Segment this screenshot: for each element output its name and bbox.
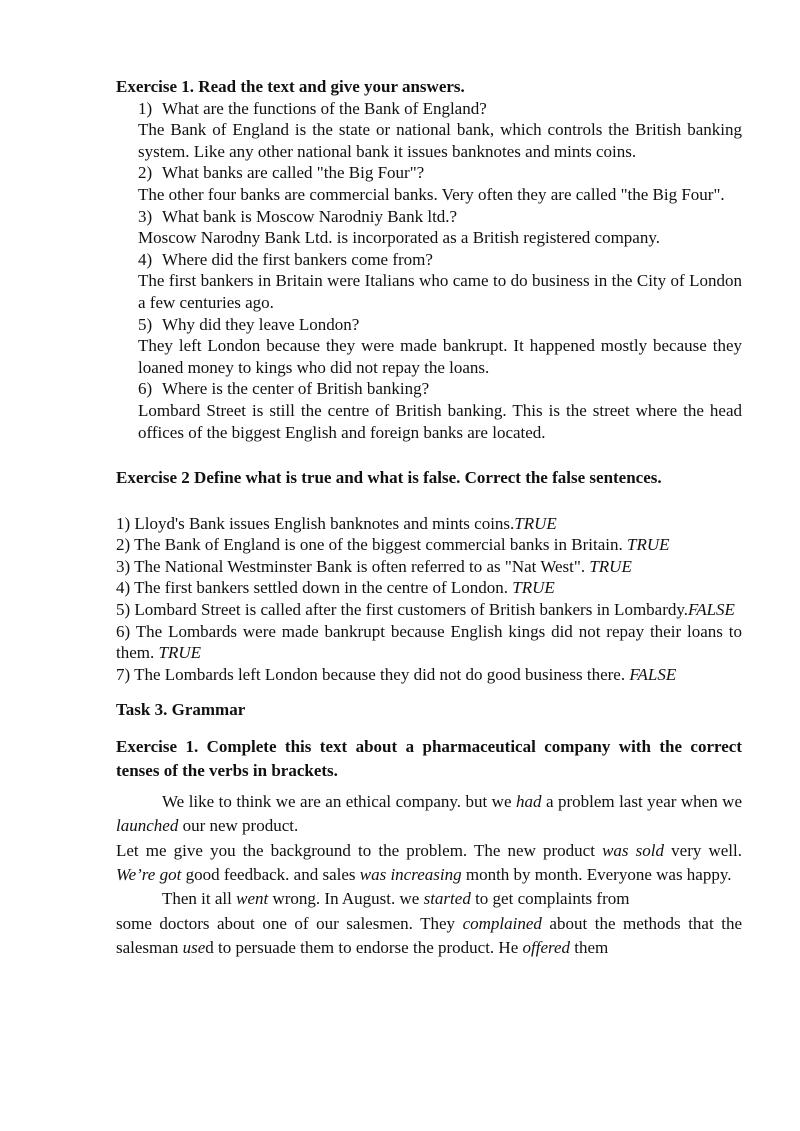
- verdict-label: TRUE: [158, 643, 201, 663]
- question: [138, 98, 742, 120]
- text: about the methods that the salesman: [116, 913, 742, 958]
- question: [138, 162, 742, 184]
- verdict-label: FALSE: [629, 664, 677, 684]
- question: [138, 206, 742, 228]
- statement-text: 5) Lombard Street is called after the first customers of British bankers in Lombardy.: [116, 600, 689, 620]
- verb-answer: We’re got: [116, 865, 182, 885]
- question: [138, 378, 742, 400]
- question: [138, 314, 742, 336]
- verb-answer: launched: [116, 816, 179, 836]
- question-number: 1): [138, 98, 153, 118]
- text: to get complaints from: [470, 889, 630, 909]
- paragraph: [116, 912, 742, 961]
- qa-item: [116, 378, 742, 443]
- question-text: What are the functions of the Bank of England?: [162, 98, 487, 118]
- answer: The Bank of England is the state or national bank, which controls the British banking system. Like any other national bank it issues banknotes and mints coins.: [138, 120, 742, 161]
- exercise-1-list: [116, 98, 742, 444]
- text: month by month. Everyone was happy.: [461, 865, 732, 885]
- verb-answer: went: [236, 889, 269, 909]
- exercise-1: [116, 76, 742, 443]
- statement-text: 7) The Lombards left London because they did not do good business there.: [116, 664, 630, 684]
- verb-answer: offered: [522, 938, 571, 958]
- qa-item: [116, 98, 742, 163]
- answer: Lombard Street is still the centre of British banking. This is the street where the head offices of the biggest English and foreign banks are located.: [138, 400, 742, 442]
- question-text: Why did they leave London?: [162, 314, 360, 334]
- text: our new product.: [178, 816, 299, 836]
- verdict-label: TRUE: [589, 556, 632, 576]
- exercise-3-heading: Exercise 1. Complete this text about a pharmaceutical company with the correct tenses of the verbs in brackets.: [116, 737, 742, 781]
- qa-item: [116, 162, 742, 205]
- question-text: What bank is Moscow Narodniy Bank ltd.?: [162, 206, 458, 226]
- tf-statement: [116, 513, 742, 535]
- text: wrong. In August. we: [268, 889, 424, 909]
- question-text: Where did the first bankers come from?: [162, 249, 433, 269]
- paragraph: [116, 790, 742, 839]
- paragraph: [116, 839, 742, 888]
- tf-statement: [116, 621, 742, 664]
- exercise-1-heading: Exercise 1. Read the text and give your answers.: [116, 77, 465, 96]
- text: Then it all: [162, 889, 237, 909]
- question-number: 3): [138, 206, 153, 226]
- text: good feedback. and sales: [181, 865, 360, 885]
- verb-answer: use: [182, 938, 206, 958]
- question-number: 2): [138, 163, 153, 183]
- verdict-label: TRUE: [627, 535, 670, 555]
- question-number: 6): [138, 379, 153, 399]
- verb-answer: was sold: [602, 840, 665, 860]
- text: d to persuade them to endorse the product. He: [205, 938, 523, 958]
- text: some doctors about one of our salesmen. They: [116, 913, 463, 933]
- statement-text: 6) The Lombards were made bankrupt because English kings did not repay their loans to them.: [116, 621, 742, 663]
- verb-answer: had: [515, 791, 542, 811]
- statement-text: 2) The Bank of England is one of the biggest commercial banks in Britain.: [116, 535, 627, 555]
- verb-answer: complained: [462, 913, 542, 933]
- question-text: Where is the center of British banking?: [162, 379, 430, 399]
- answer: Moscow Narodny Bank Ltd. is incorporated as a British registered company.: [138, 228, 660, 248]
- qa-item: [116, 249, 742, 314]
- question: [138, 249, 742, 271]
- verdict-label: FALSE: [688, 600, 735, 620]
- tf-statement: [116, 534, 742, 556]
- text: them: [570, 938, 609, 958]
- statement-text: 1) Lloyd's Bank issues English banknotes and mints coins.: [116, 513, 515, 533]
- exercise-2: [116, 467, 742, 685]
- answer: The other four banks are commercial banks. Very often they are called "the Big Four".: [138, 184, 725, 204]
- question-number: 5): [138, 314, 153, 334]
- paragraph: [116, 887, 742, 911]
- verdict-label: TRUE: [512, 578, 555, 598]
- tf-statement: [116, 556, 742, 578]
- tf-statement: [116, 599, 742, 621]
- verdict-label: TRUE: [514, 513, 557, 533]
- question-number: 4): [138, 249, 153, 269]
- task-3-heading: Task 3. Grammar: [116, 700, 246, 720]
- statement-text: 4) The first bankers settled down in the centre of London.: [116, 578, 513, 598]
- statement-text: 3) The National Westminster Bank is often referred to as "Nat West".: [116, 556, 590, 576]
- text: We like to think we are an ethical company. but we: [162, 791, 516, 811]
- exercise-2-heading: Exercise 2 Define what is true and what is false. Correct the false sentences.: [116, 468, 662, 488]
- tf-statement: [116, 577, 742, 599]
- qa-item: [116, 314, 742, 379]
- text: very well.: [664, 840, 743, 860]
- tf-statement: [116, 664, 742, 686]
- exercise-3: [116, 735, 742, 961]
- text: Let me give you the background to the problem. The new product: [116, 840, 603, 860]
- qa-item: [116, 206, 742, 249]
- question-text: What banks are called "the Big Four"?: [162, 163, 425, 183]
- verb-answer: was increasing: [359, 865, 462, 885]
- text: a problem last year when we: [541, 791, 742, 811]
- verb-answer: started: [423, 889, 471, 909]
- answer: They left London because they were made bankrupt. It happened mostly because they loaned money to kings who did not repay the loans.: [138, 336, 742, 377]
- document-page: [116, 76, 742, 961]
- answer: The first bankers in Britain were Italians who came to do business in the City of London a few centuries ago.: [138, 271, 742, 312]
